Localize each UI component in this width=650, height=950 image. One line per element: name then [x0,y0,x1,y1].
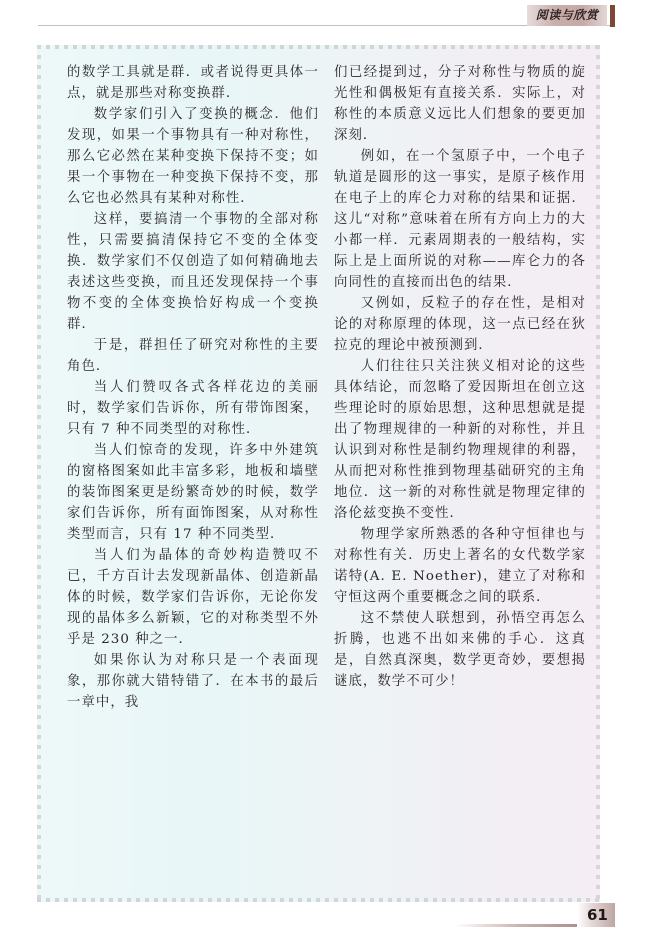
dotted-border-left [37,45,41,902]
paragraph: 又例如，反粒子的存在性，是相对论的对称原理的体现，这一点已经在狄拉克的理论中被预测到． [334,296,586,353]
paragraph: 例如，在一个氢原子中，一个电子轨道是圆形的这一事实，是原子核作用在电子上的库仑力对称的结果和证据．这儿“对称”意味着在所有方向上力的大小都一样．元素周期表的一般结构，实际上是上面所说的对称——库仑力的各向同性的直接而出色的结果． [334,149,586,290]
content-panel [37,45,600,902]
right-column [334,62,586,692]
paragraph: 们已经提到过，分子对称性与物质的旋光性和偶极矩有直接关系．实际上，对称性的本质意义远比人们想象的要更加深刻． [334,65,586,143]
dotted-border-right [596,45,600,902]
paragraph: 于是，群担任了研究对称性的主要角色． [67,338,319,374]
paragraph: 的数学工具就是群．或者说得更具体一点，就是那些对称变换群． [67,65,319,101]
paragraph: 如果你认为对称只是一个表面现象，那你就大错特错了．在本书的最后一章中，我 [67,653,319,710]
paragraph: 人们往往只关注狭义相对论的这些具体结论，而忽略了爱因斯坦在创立这些理论时的原始思想，这种思想就是提出了物理规律的一种新的对称性，并且认识到对称性是制约物理规律的利器，从而把对称性推到物理基础研究的主角地位．这一新的对称性就是物理定律的洛伦兹变换不变性． [334,359,586,521]
section-tag: 阅读与欣赏 [527,5,607,26]
left-column [67,62,319,713]
paragraph: 这不禁使人联想到，孙悟空再怎么折腾，也逃不出如来佛的手心．这真是，自然真深奥，数学更奇妙，要想揭谜底，数学不可少！ [334,611,586,689]
paragraph: 当人们惊奇的发现，许多中外建筑的窗格图案如此丰富多彩，地板和墙壁的装饰图案更是纷繁奇妙的时候，数学家们告诉你，所有面饰图案，从对称性类型而言，只有 17 种不同类型． [67,443,319,542]
paragraph: 物理学家所熟悉的各种守恒律也与对称性有关．历史上著名的女代数学家诺特(A. E. Noether)，建立了对称和守恒这两个重要概念之间的联系． [334,527,586,605]
paragraph: 当人们赞叹各式各样花边的美丽时，数学家们告诉你，所有带饰图案，只有 7 种不同类型的对称性． [67,380,319,437]
paragraph: 这样，要搞清一个事物的全部对称性，只需要搞清保持它不变的全体变换．数学家们不仅创造了如何精确地去表述这些变换，而且还发现保持一个事物不变的全体变换恰好构成一个变换群． [67,212,319,332]
page-number: 61 [577,903,615,927]
paragraph: 数学家们引入了变换的概念．他们发现，如果一个事物具有一种对称性，那么它必然在某种变换下保持不变；如果一个事物在一种变换下保持不变，那么它也必然具有某种对称性． [67,107,319,206]
paragraph: 当人们为晶体的奇妙构造赞叹不已，千方百计去发现新晶体、创造新晶体的时候，数学家们告诉你，无论你发现的晶体多么新颖，它的对称类型不外乎是 230 种之一． [67,548,319,647]
section-tag-accent-bar [610,5,615,27]
